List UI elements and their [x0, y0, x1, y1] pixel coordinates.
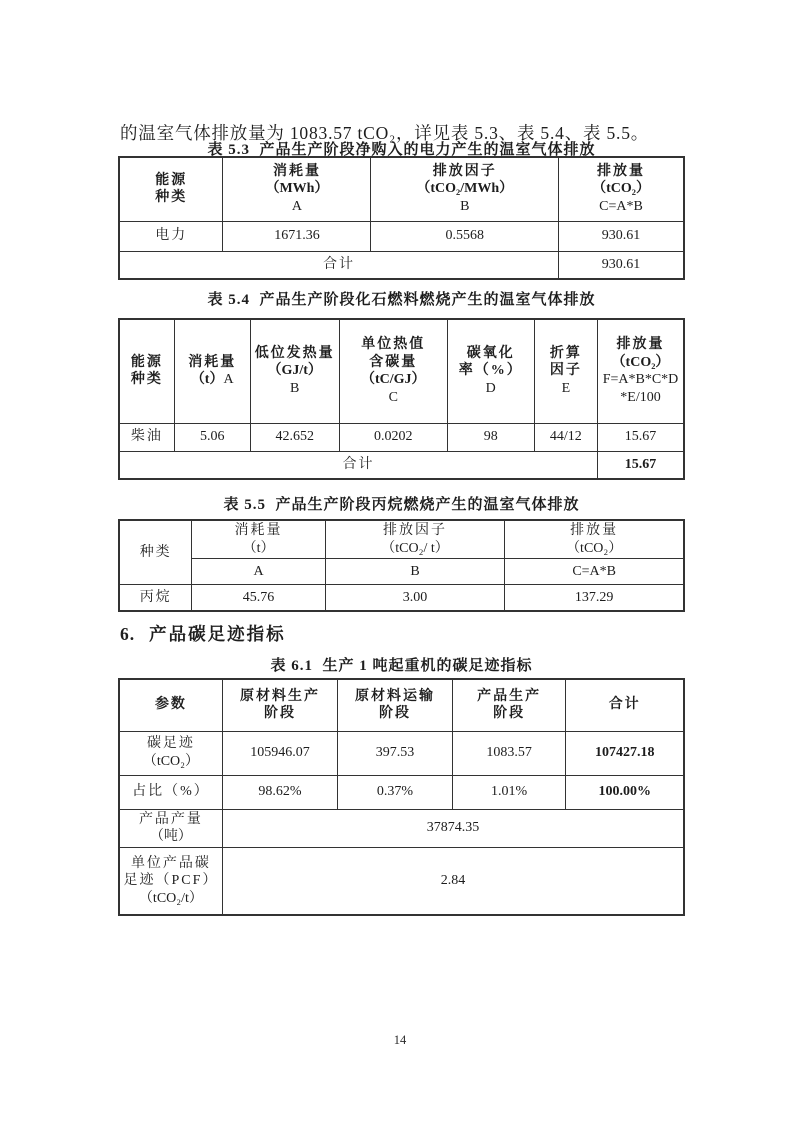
table-row: [119, 251, 684, 279]
header-formula: D: [485, 381, 496, 397]
t55-header-emission-amount: [505, 520, 684, 559]
table-row: [119, 451, 684, 479]
header-formula: F=A*B*C*D*E/100: [602, 372, 679, 405]
header-line: 能源: [130, 354, 163, 370]
section-number: 6.: [120, 624, 136, 644]
label-line: 足迹（PCF）: [123, 873, 219, 889]
header-line: （tCO₂）: [611, 354, 670, 370]
header-line: 阶段: [378, 706, 411, 722]
header-line: 折算: [549, 345, 582, 361]
table-row: [119, 520, 684, 559]
header-line: 因子: [549, 363, 582, 379]
header-line: 消耗量: [272, 163, 321, 179]
t54-cell-energy-diesel: 柴油: [119, 423, 174, 451]
header-line: [177, 371, 248, 389]
intro-paragraph: 的温室气体排放量为 1083.57 tCO₂，详见表 5.3、表 5.4、表 5.5。: [120, 122, 650, 143]
t53-cell-emission: 930.61: [559, 221, 684, 251]
table-row: [119, 221, 684, 251]
header-line: （tCO₂/ t）: [381, 540, 449, 556]
header-line: 阶段: [493, 706, 526, 722]
label-line: 单位产品碳: [130, 855, 211, 871]
t55-cell-factor: 3.00: [325, 585, 505, 611]
t61-label-share: 占比（%）: [119, 775, 222, 809]
t55-cell-type-propane: 丙烷: [119, 585, 192, 611]
header-line: 原材料生产: [240, 688, 321, 704]
t61-cell-share-transport: 0.37%: [338, 775, 453, 809]
table-row: [119, 679, 684, 731]
t54-header-lower-heating-value: [250, 319, 339, 423]
header-line: 阶段: [264, 706, 297, 722]
header-line: （MWh）: [265, 181, 329, 197]
section-6-heading: [120, 621, 286, 646]
t61-label-product-output: [119, 809, 222, 847]
t61-header-parameter: 参数: [119, 679, 222, 731]
t61-header-raw-material-production: [222, 679, 337, 731]
header-formula: A: [291, 199, 303, 215]
t54-cell-oxidation-rate: 98: [447, 423, 534, 451]
t61-cell-footprint-total: 107427.18: [566, 731, 684, 775]
t61-cell-share-raw-production: 98.62%: [222, 775, 337, 809]
table-row: [119, 423, 684, 451]
header-formula: C=A*B: [599, 199, 643, 215]
t55-subheader-c: C=A*B: [505, 559, 684, 585]
header-unit: （t）: [190, 372, 224, 388]
t55-header-consumption: [192, 520, 325, 559]
header-line: （tCO₂）: [592, 181, 650, 197]
header-line: 原材料运输: [354, 688, 435, 704]
t53-header-energy-type: [119, 157, 223, 221]
table-row: [119, 319, 684, 423]
header-line: 排放量: [616, 337, 665, 352]
section-title: 产品碳足迹指标: [149, 624, 286, 644]
header-line: （tC/GJ）: [361, 372, 426, 388]
header-formula: C: [388, 389, 398, 405]
table-row: [119, 847, 684, 915]
header-line: 产品生产: [477, 688, 542, 704]
table-5-4-caption: 表 5.4 产品生产阶段化石燃料燃烧产生的温室气体排放: [207, 292, 596, 308]
t54-header-carbon-content: [339, 319, 447, 423]
t53-cell-energy-electricity: 电力: [119, 221, 223, 251]
t55-header-emission-factor: [325, 520, 505, 559]
header-formula: E: [561, 381, 571, 397]
header-line: 碳氧化: [466, 345, 515, 361]
table-5-5-propane-emissions: [118, 519, 685, 612]
t54-header-consumption: [174, 319, 250, 423]
header-formula: B: [290, 381, 300, 397]
t54-header-energy-type: [119, 319, 174, 423]
table-6-1-carbon-footprint-indicators: [118, 678, 685, 916]
table-5-4-fossil-fuel-emissions: [118, 318, 685, 480]
t54-header-emission-amount: [598, 319, 685, 423]
label-line: （tCO₂/t）: [138, 890, 203, 906]
t54-header-conversion-factor: [534, 319, 597, 423]
label-line: 碳足迹: [146, 736, 195, 752]
header-line: 消耗量: [188, 354, 237, 370]
t61-header-total: 合计: [566, 679, 684, 731]
t54-cell-carbon-content: 0.0202: [339, 423, 447, 451]
t61-cell-unit-pcf: 2.84: [222, 847, 684, 915]
t55-subheader-b: B: [325, 559, 505, 585]
header-line: 排放量: [570, 523, 619, 538]
header-formula: B: [460, 199, 470, 215]
t54-total-value: 15.67: [598, 451, 685, 479]
header-line: 单位热值: [361, 337, 426, 352]
t61-header-raw-material-transport: [338, 679, 453, 731]
header-line: 消耗量: [234, 523, 283, 538]
t54-cell-consumption: 5.06: [174, 423, 250, 451]
table-row: [119, 559, 684, 585]
t55-subheader-a: A: [192, 559, 325, 585]
header-line: （tCO₂）: [566, 540, 623, 556]
table-row: [119, 809, 684, 847]
t53-header-emission-amount: [559, 157, 684, 221]
table-5-3-electricity-emissions: [118, 156, 685, 280]
header-line: 率（%）: [458, 363, 523, 379]
t61-label-carbon-footprint: [119, 731, 222, 775]
header-line: 排放因子: [383, 523, 448, 538]
t53-header-consumption: [223, 157, 371, 221]
t53-header-emission-factor: [371, 157, 559, 221]
header-formula: A: [223, 372, 234, 388]
table-row: [119, 731, 684, 775]
t61-cell-footprint-transport: 397.53: [338, 731, 453, 775]
label-line: （tCO₂）: [142, 754, 200, 769]
header-line: （GJ/t）: [267, 363, 322, 379]
header-line: 种类: [130, 372, 163, 388]
table-row: [119, 775, 684, 809]
t53-total-label: 合计: [119, 251, 559, 279]
t55-cell-consumption: 45.76: [192, 585, 325, 611]
t53-cell-consumption: 1671.36: [223, 221, 371, 251]
t54-header-oxidation-rate: [447, 319, 534, 423]
header-line: 排放量: [597, 163, 646, 179]
label-line: 产品产量: [138, 811, 203, 827]
t54-total-label: 合计: [119, 451, 598, 479]
t61-label-unit-pcf: [119, 847, 222, 915]
t55-cell-emission: 137.29: [505, 585, 684, 611]
header-line: 排放因子: [432, 163, 497, 179]
t54-cell-conversion-factor: 44/12: [534, 423, 597, 451]
header-line: 能源: [155, 172, 188, 188]
label-line: （吨）: [149, 829, 192, 845]
t53-total-value: 930.61: [559, 251, 684, 279]
t61-cell-share-total: 100.00%: [566, 775, 684, 809]
header-line: 种类: [155, 190, 188, 206]
t61-cell-footprint-production: 1083.57: [452, 731, 566, 775]
t61-cell-footprint-raw-production: 105946.07: [222, 731, 337, 775]
header-line: 含碳量: [369, 354, 418, 370]
header-line: （tCO₂/MWh）: [416, 181, 514, 197]
table-5-5-caption: 表 5.5 产品生产阶段丙烷燃烧产生的温室气体排放: [223, 497, 580, 513]
header-line: 低位发热量: [254, 345, 335, 361]
t61-cell-product-output: 37874.35: [222, 809, 684, 847]
table-row: [119, 585, 684, 611]
t61-header-product-production: [452, 679, 566, 731]
page-number: 14: [393, 1033, 407, 1047]
header-line: （t）: [242, 540, 275, 556]
t54-cell-emission: 15.67: [598, 423, 685, 451]
t54-cell-heating-value: 42.652: [250, 423, 339, 451]
table-row: [119, 157, 684, 221]
t53-cell-factor: 0.5568: [371, 221, 559, 251]
t55-header-type: 种类: [119, 520, 192, 585]
table-6-1-caption: 表 6.1 生产 1 吨起重机的碳足迹指标: [270, 658, 533, 674]
table-5-3-caption: 表 5.3 产品生产阶段净购入的电力产生的温室气体排放: [207, 142, 596, 158]
t61-cell-share-production: 1.01%: [452, 775, 566, 809]
